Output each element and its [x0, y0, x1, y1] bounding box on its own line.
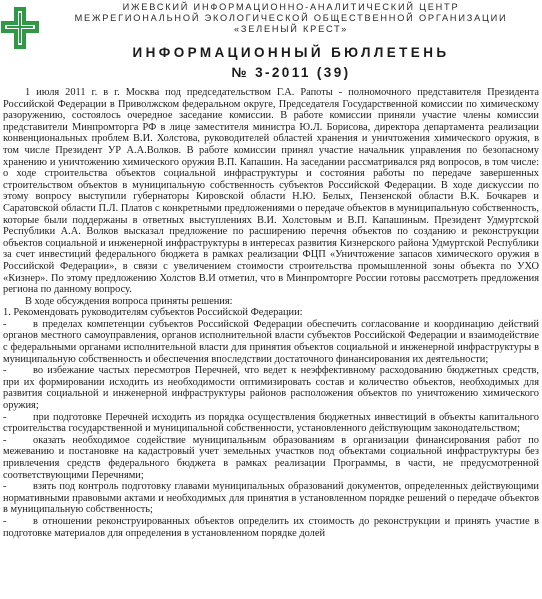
dash-marker: -	[3, 318, 7, 330]
list-item	[3, 365, 539, 411]
list-item-text: оказать необходимое содействие муниципальным образованиям в организации финансирования работ по межеванию и постановке на кадастровый учет земельных участков под объектами социальной инфраструктуры без привлечения средств федерального бюджета в рамках реализации Программы, в части, не предусмотренной соответствующими Перечнями;	[3, 434, 539, 481]
list-item	[3, 516, 539, 539]
list-item-text: во избежание частых пересмотров Перечней, что ведет к неэффективному расходованию бюджетных средств, при их формировании исходить из необходимости оптимизировать состав и количество объектов, необходимых для развития социальной и инженерной инфраструктуры районов расположения объектов по уничтожению химического оружия;	[3, 365, 539, 412]
list-item	[3, 481, 539, 516]
organization-name	[44, 2, 538, 35]
org-line: ИЖЕВСКИЙ ИНФОРМАЦИОННО-АНАЛИТИЧЕСКИЙ ЦЕНТР	[122, 2, 460, 12]
list-item-text: в отношении реконструированных объектов определить их стоимость до реконструкции и принять участие в подготовке материалов для определения в установленном порядке долей	[3, 515, 539, 539]
list-item	[3, 435, 539, 481]
dash-marker: -	[3, 434, 7, 446]
org-line: «ЗЕЛЕНЫЙ КРЕСТ»	[233, 24, 349, 34]
recommendation-heading: 1. Рекомендовать руководителям субъектов Российской Федерации:	[3, 307, 303, 319]
paragraph: В ходе обсуждения вопроса приняты решения:	[25, 295, 233, 307]
green-cross-logo-icon	[0, 6, 40, 50]
dash-marker: -	[3, 515, 7, 527]
bulletin-title: ИНФОРМАЦИОННЫЙ БЮЛЛЕТЕНЬ	[132, 45, 450, 60]
list-item	[3, 319, 539, 365]
org-line: МЕЖРЕГИОНАЛЬНОЙ ЭКОЛОГИЧЕСКОЙ ОБЩЕСТВЕННОЙ ОРГАНИЗАЦИИ	[74, 13, 508, 23]
article-body	[3, 87, 539, 539]
list-item-text: при подготовке Перечней исходить из порядка осуществления бюджетных инвестиций в объекты капитального строительства государственной и муниципальной собственности, установленного действующим законодательством;	[3, 411, 539, 435]
list-item-text: в пределах компетенции субъектов Российской Федерации обеспечить согласование и координацию действий органов местного самоуправления, органов исполнительной власти субъектов Российской Федерации и взаимодействие с федеральными органами исполнительной власти для принятия объектов социальной и инженерной инфраструктуры в муниципальную собственность и обеспечения впоследствии достаточного финансирования их деятельности;	[3, 318, 539, 365]
paragraph: 1 июля 2011 г. в г. Москва под председательством Г.А. Рапоты - полномочного представителя Президента Российской Федерации в Приволжском федеральном округе, Председателя Государственной комиссии по химическому разоружению, состоялось очередное заседание комиссии. В работе комиссии приняли участие члены комиссии представители Минпромторга РФ в лице заместителя министра Ю.Л. Борисова, директора департамента реализации конвенциональных проблем В.И. Холстова, руководителей областей хранения и уничтожения химического оружия, в том числе Президент УР А.А.Волков. В работе комиссии принял участие начальник управления по безопасному хранению и уничтожению химического оружия В.П. Капашин. На заседании рассматривался ряд вопросов, в том числе: о ходе строительства объектов социальной инфраструктуры и состояния работы по передаче завершенных строительством объектов в муниципальную собственность субъектов Российской Федерации. В ходе дискуссии по этому вопросу выступили губернаторы Кировской области Н.Ю. Белых, Пензенской области В.К. Бочкарев и Саратовской области П.Л. Платов с конкретными предложениями о передаче объектов в муниципальную собственность, которые были поддержаны в ответных выступлениях В.И. Холстовым и В.П. Капашиным. Президент Удмуртской Республики А.А. Волков высказал предложение по расширению перечня объектов по созданию и реконструкции объектов социальной и инженерной инфраструктуры в интересах развития Кизнерского района Удмуртской Республики за счет инвестиций федерального бюджета в рамках реализации ФЦП «Уничтожение запасов химического оружия в Российской Федерации», в связи с увеличением стоимости строительства промышленной зоны объекта по УХО «Кизнер». По этому предложению Холстов В.И отметил, что в Минпромторге России готовы рассмотреть предложения региона по данному вопросу.	[3, 87, 539, 296]
dash-marker: -	[3, 481, 7, 493]
dash-marker: -	[3, 411, 7, 423]
dash-marker: -	[3, 365, 7, 377]
list-item	[3, 412, 539, 435]
list-item-text: взять под контроль подготовку главами муниципальных образований документов, определенных действующими нормативными правовыми актами и необходимых для принятия в установленном порядке решений о передаче объектов в муниципальную собственность;	[3, 481, 539, 516]
bulletin-issue-number: № 3-2011 (39)	[231, 65, 351, 80]
